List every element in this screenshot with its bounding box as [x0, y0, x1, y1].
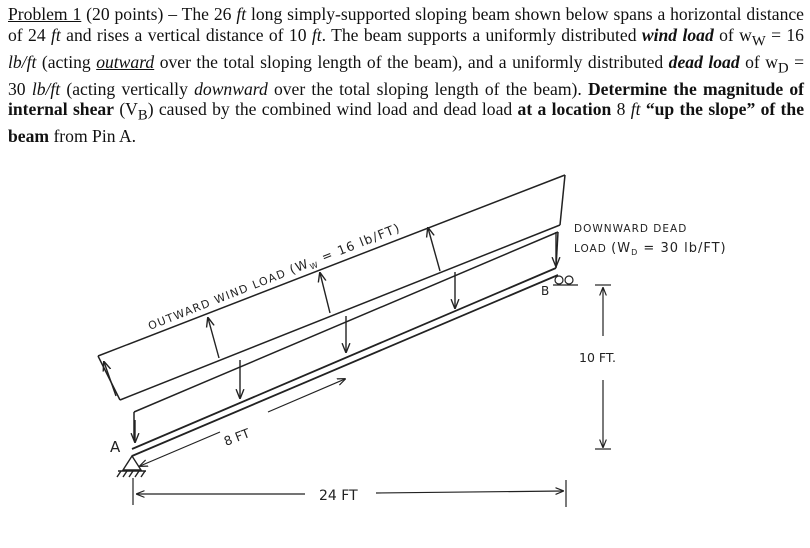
- wind-load-term: wind load: [641, 24, 714, 45]
- wind-arrows: [104, 228, 440, 396]
- dead-load-label-line1: DOWNWARD DEAD: [574, 223, 688, 235]
- slope-dimension: [140, 379, 345, 466]
- dead-arrows: [135, 232, 556, 442]
- problem-points: (20 points): [86, 4, 164, 24]
- wind-load-right-edge: [560, 175, 565, 225]
- problem-heading: Problem 1: [8, 4, 82, 24]
- roller-support-b: [553, 276, 578, 285]
- downward-term: downward: [194, 78, 268, 99]
- up-slope-term: “up the slope” of the beam: [8, 99, 805, 147]
- determine-instruction: Determine the magnitude of internal shear: [8, 78, 804, 120]
- slope-dimension-label: 8 FT: [221, 425, 252, 449]
- wind-load-block: [98, 175, 565, 400]
- problem-statement: Problem 1 (20 points) – The 26 ft long simply-supported sloping beam shown below spans a horizontal distance of 24 ft and rises a vertical distance of 10 ft. The beam supports a uniformly distributed wind load of $w_W = 16$ lb/ft (acting outward over the total sloping length of the beam), and a uniformly distributed dead load of $w_D = 30$ lb/ft (acting vertically downward over the total sloping length of the beam). Determine the magnitude of internal shear $(V_B)$ caused by the combined wind load and dead load at a location 8 ft “up the slope” of the beam from Pin A.: [8, 4, 805, 147]
- vertical-dimension-label: 10 FT.: [579, 350, 616, 365]
- outward-term: outward: [96, 51, 155, 72]
- dead-load-term: dead load: [668, 51, 740, 72]
- dead-load-label-line2: LOAD ($W_D = 30$ lb/FT): [574, 241, 727, 257]
- support-a-label: A: [110, 438, 121, 456]
- wind-arrow: [428, 228, 440, 271]
- pin-support-a: [117, 456, 146, 477]
- support-b-label: B: [541, 284, 550, 298]
- horizontal-dimension-label: 24 FT: [319, 488, 358, 504]
- vertical-dimension: [595, 285, 611, 449]
- wind-arrow: [104, 362, 116, 396]
- wind-arrow: [320, 273, 330, 313]
- wind-load-label: OUTWARD WIND LOAD ($W_W = 16$ lb/FT): [146, 219, 403, 333]
- beam: [132, 268, 558, 456]
- wind-arrow: [208, 318, 219, 358]
